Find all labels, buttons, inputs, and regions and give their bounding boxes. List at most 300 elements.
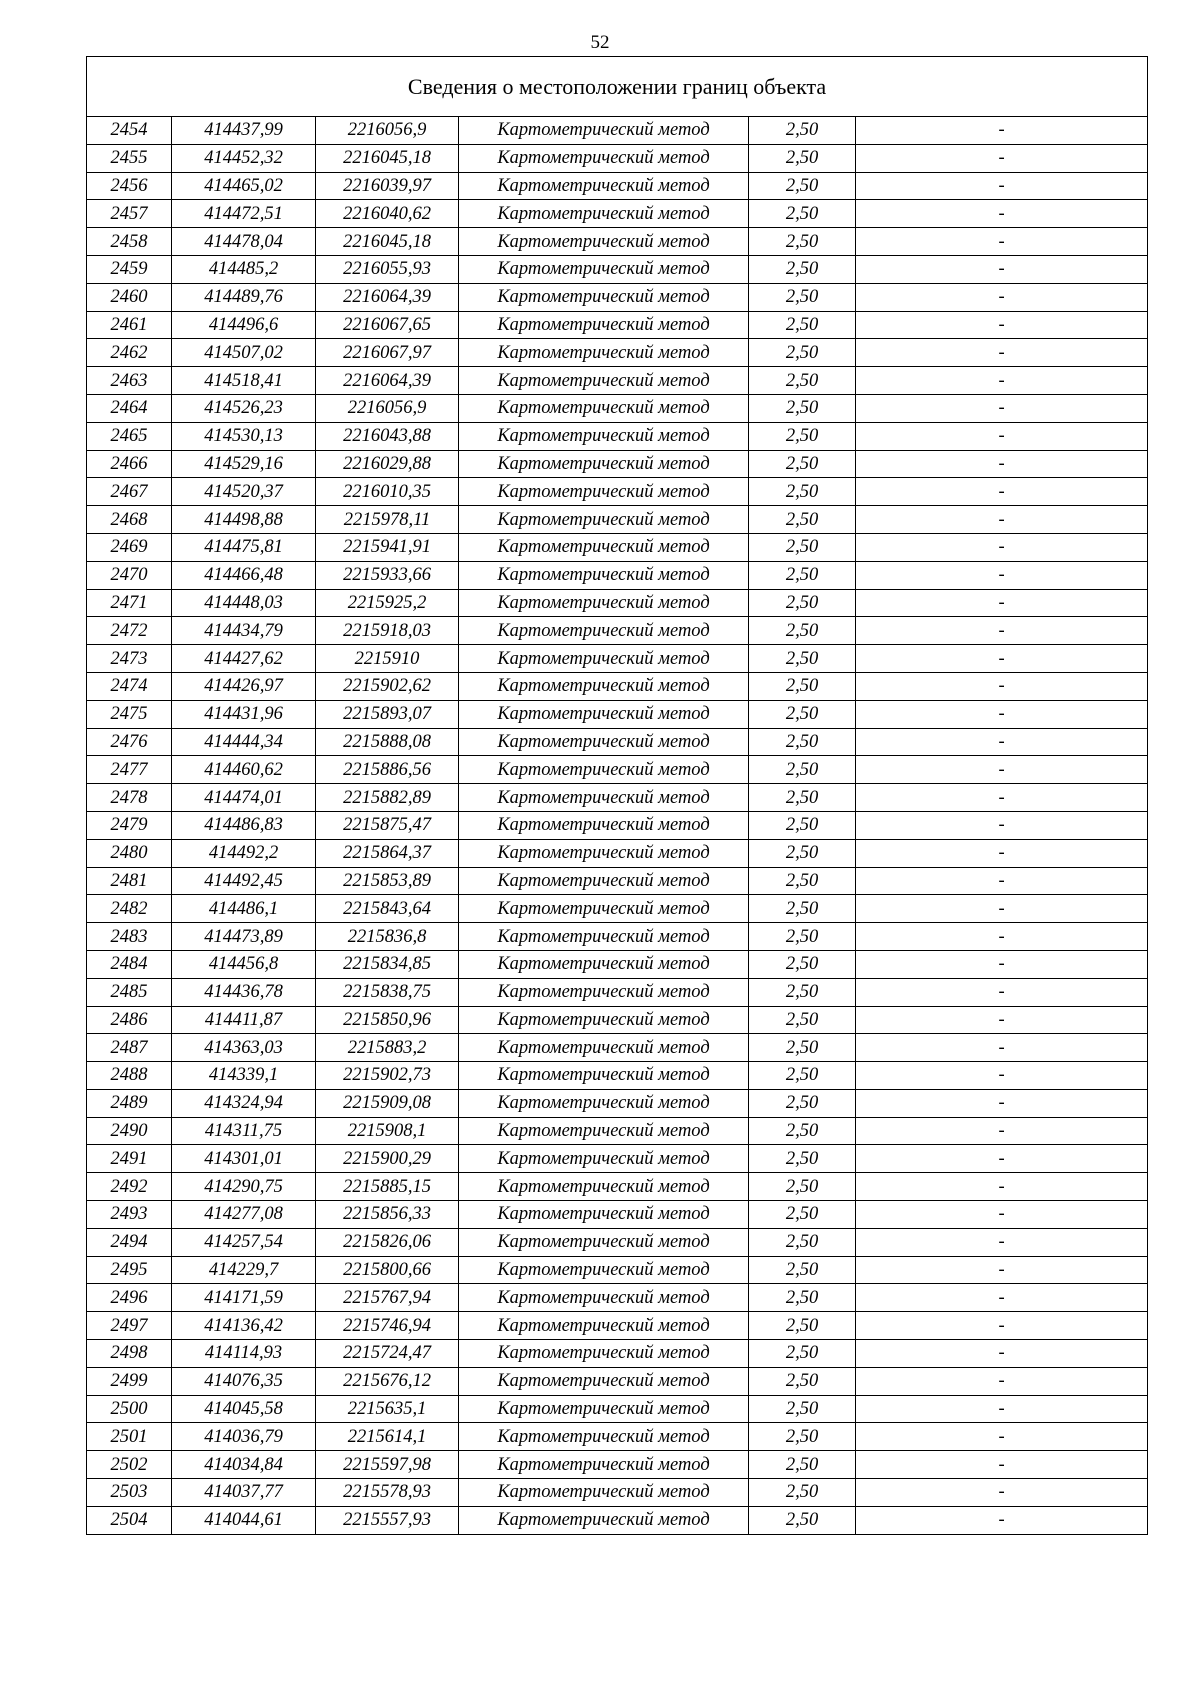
method-cell: Картометрический метод (459, 339, 749, 367)
table-row (87, 1117, 1148, 1145)
x-coordinate-cell: 414489,76 (172, 283, 316, 311)
description-cell: - (856, 228, 1148, 256)
y-coordinate-cell: 2215925,2 (316, 589, 459, 617)
table-row (87, 1340, 1148, 1368)
table-row (87, 1312, 1148, 1340)
x-coordinate-cell: 414436,78 (172, 978, 316, 1006)
point-number-cell: 2489 (87, 1089, 172, 1117)
table-row (87, 589, 1148, 617)
description-cell: - (856, 1479, 1148, 1507)
accuracy-cell: 2,50 (749, 450, 856, 478)
y-coordinate-cell: 2215908,1 (316, 1117, 459, 1145)
accuracy-cell: 2,50 (749, 117, 856, 145)
accuracy-cell: 2,50 (749, 756, 856, 784)
accuracy-cell: 2,50 (749, 1145, 856, 1173)
y-coordinate-cell: 2215578,93 (316, 1479, 459, 1507)
table-row (87, 394, 1148, 422)
y-coordinate-cell: 2215864,37 (316, 839, 459, 867)
y-coordinate-cell: 2216043,88 (316, 422, 459, 450)
point-number-cell: 2503 (87, 1479, 172, 1507)
table-body (87, 57, 1148, 1535)
x-coordinate-cell: 414301,01 (172, 1145, 316, 1173)
y-coordinate-cell: 2215875,47 (316, 811, 459, 839)
accuracy-cell: 2,50 (749, 561, 856, 589)
method-cell: Картометрический метод (459, 200, 749, 228)
table-row (87, 1034, 1148, 1062)
x-coordinate-cell: 414044,61 (172, 1506, 316, 1534)
table-row (87, 255, 1148, 283)
point-number-cell: 2499 (87, 1367, 172, 1395)
point-number-cell: 2456 (87, 172, 172, 200)
point-number-cell: 2460 (87, 283, 172, 311)
x-coordinate-cell: 414478,04 (172, 228, 316, 256)
description-cell: - (856, 1451, 1148, 1479)
x-coordinate-cell: 414036,79 (172, 1423, 316, 1451)
method-cell: Картометрический метод (459, 1256, 749, 1284)
x-coordinate-cell: 414474,01 (172, 784, 316, 812)
description-cell: - (856, 867, 1148, 895)
y-coordinate-cell: 2215893,07 (316, 700, 459, 728)
x-coordinate-cell: 414465,02 (172, 172, 316, 200)
point-number-cell: 2484 (87, 950, 172, 978)
point-number-cell: 2493 (87, 1201, 172, 1229)
point-number-cell: 2504 (87, 1506, 172, 1534)
description-cell: - (856, 784, 1148, 812)
x-coordinate-cell: 414492,2 (172, 839, 316, 867)
description-cell: - (856, 589, 1148, 617)
method-cell: Картометрический метод (459, 1395, 749, 1423)
accuracy-cell: 2,50 (749, 645, 856, 673)
description-cell: - (856, 1423, 1148, 1451)
x-coordinate-cell: 414460,62 (172, 756, 316, 784)
method-cell: Картометрический метод (459, 1228, 749, 1256)
x-coordinate-cell: 414339,1 (172, 1062, 316, 1090)
accuracy-cell: 2,50 (749, 700, 856, 728)
point-number-cell: 2475 (87, 700, 172, 728)
x-coordinate-cell: 414290,75 (172, 1173, 316, 1201)
y-coordinate-cell: 2215918,03 (316, 617, 459, 645)
method-cell: Картометрический метод (459, 506, 749, 534)
table-row (87, 561, 1148, 589)
x-coordinate-cell: 414448,03 (172, 589, 316, 617)
y-coordinate-cell: 2215882,89 (316, 784, 459, 812)
description-cell: - (856, 1117, 1148, 1145)
table-row (87, 339, 1148, 367)
accuracy-cell: 2,50 (749, 1423, 856, 1451)
x-coordinate-cell: 414427,62 (172, 645, 316, 673)
accuracy-cell: 2,50 (749, 1506, 856, 1534)
accuracy-cell: 2,50 (749, 950, 856, 978)
y-coordinate-cell: 2216067,65 (316, 311, 459, 339)
accuracy-cell: 2,50 (749, 1479, 856, 1507)
method-cell: Картометрический метод (459, 895, 749, 923)
x-coordinate-cell: 414452,32 (172, 144, 316, 172)
method-cell: Картометрический метод (459, 1312, 749, 1340)
point-number-cell: 2498 (87, 1340, 172, 1368)
x-coordinate-cell: 414034,84 (172, 1451, 316, 1479)
y-coordinate-cell: 2215838,75 (316, 978, 459, 1006)
method-cell: Картометрический метод (459, 1034, 749, 1062)
description-cell: - (856, 172, 1148, 200)
y-coordinate-cell: 2215614,1 (316, 1423, 459, 1451)
description-cell: - (856, 1340, 1148, 1368)
point-number-cell: 2480 (87, 839, 172, 867)
x-coordinate-cell: 414171,59 (172, 1284, 316, 1312)
method-cell: Картометрический метод (459, 784, 749, 812)
y-coordinate-cell: 2215978,11 (316, 506, 459, 534)
description-cell: - (856, 200, 1148, 228)
accuracy-cell: 2,50 (749, 1256, 856, 1284)
table-row (87, 1506, 1148, 1534)
description-cell: - (856, 311, 1148, 339)
y-coordinate-cell: 2215676,12 (316, 1367, 459, 1395)
table-row (87, 1284, 1148, 1312)
method-cell: Картометрический метод (459, 950, 749, 978)
accuracy-cell: 2,50 (749, 422, 856, 450)
method-cell: Картометрический метод (459, 978, 749, 1006)
method-cell: Картометрический метод (459, 617, 749, 645)
method-cell: Картометрический метод (459, 144, 749, 172)
method-cell: Картометрический метод (459, 1340, 749, 1368)
accuracy-cell: 2,50 (749, 394, 856, 422)
accuracy-cell: 2,50 (749, 172, 856, 200)
x-coordinate-cell: 414473,89 (172, 923, 316, 951)
description-cell: - (856, 756, 1148, 784)
method-cell: Картометрический метод (459, 450, 749, 478)
table-row (87, 1062, 1148, 1090)
accuracy-cell: 2,50 (749, 1284, 856, 1312)
table-row (87, 1256, 1148, 1284)
x-coordinate-cell: 414431,96 (172, 700, 316, 728)
description-cell: - (856, 1228, 1148, 1256)
y-coordinate-cell: 2216055,93 (316, 255, 459, 283)
method-cell: Картометрический метод (459, 117, 749, 145)
table-row (87, 367, 1148, 395)
y-coordinate-cell: 2216045,18 (316, 228, 459, 256)
table-row (87, 811, 1148, 839)
x-coordinate-cell: 414437,99 (172, 117, 316, 145)
table-row (87, 283, 1148, 311)
accuracy-cell: 2,50 (749, 728, 856, 756)
accuracy-cell: 2,50 (749, 144, 856, 172)
x-coordinate-cell: 414045,58 (172, 1395, 316, 1423)
accuracy-cell: 2,50 (749, 1089, 856, 1117)
x-coordinate-cell: 414507,02 (172, 339, 316, 367)
point-number-cell: 2486 (87, 1006, 172, 1034)
method-cell: Картометрический метод (459, 867, 749, 895)
y-coordinate-cell: 2216056,9 (316, 394, 459, 422)
page-number: 52 (590, 32, 610, 53)
table-row (87, 1479, 1148, 1507)
table-row (87, 311, 1148, 339)
y-coordinate-cell: 2215843,64 (316, 895, 459, 923)
accuracy-cell: 2,50 (749, 1312, 856, 1340)
method-cell: Картометрический метод (459, 1423, 749, 1451)
table-row (87, 506, 1148, 534)
y-coordinate-cell: 2216039,97 (316, 172, 459, 200)
x-coordinate-cell: 414311,75 (172, 1117, 316, 1145)
point-number-cell: 2487 (87, 1034, 172, 1062)
method-cell: Картометрический метод (459, 311, 749, 339)
description-cell: - (856, 1034, 1148, 1062)
x-coordinate-cell: 414411,87 (172, 1006, 316, 1034)
accuracy-cell: 2,50 (749, 1451, 856, 1479)
accuracy-cell: 2,50 (749, 617, 856, 645)
table-row (87, 867, 1148, 895)
accuracy-cell: 2,50 (749, 1006, 856, 1034)
accuracy-cell: 2,50 (749, 839, 856, 867)
x-coordinate-cell: 414485,2 (172, 255, 316, 283)
accuracy-cell: 2,50 (749, 311, 856, 339)
point-number-cell: 2488 (87, 1062, 172, 1090)
point-number-cell: 2496 (87, 1284, 172, 1312)
accuracy-cell: 2,50 (749, 867, 856, 895)
method-cell: Картометрический метод (459, 589, 749, 617)
accuracy-cell: 2,50 (749, 1340, 856, 1368)
point-number-cell: 2464 (87, 394, 172, 422)
accuracy-cell: 2,50 (749, 1034, 856, 1062)
accuracy-cell: 2,50 (749, 895, 856, 923)
description-cell: - (856, 728, 1148, 756)
y-coordinate-cell: 2215902,73 (316, 1062, 459, 1090)
accuracy-cell: 2,50 (749, 228, 856, 256)
method-cell: Картометрический метод (459, 367, 749, 395)
point-number-cell: 2471 (87, 589, 172, 617)
method-cell: Картометрический метод (459, 645, 749, 673)
x-coordinate-cell: 414037,77 (172, 1479, 316, 1507)
y-coordinate-cell: 2215885,15 (316, 1173, 459, 1201)
table-row (87, 1395, 1148, 1423)
description-cell: - (856, 839, 1148, 867)
accuracy-cell: 2,50 (749, 1395, 856, 1423)
method-cell: Картометрический метод (459, 1006, 749, 1034)
method-cell: Картометрический метод (459, 1089, 749, 1117)
table-row (87, 784, 1148, 812)
x-coordinate-cell: 414444,34 (172, 728, 316, 756)
table-row (87, 895, 1148, 923)
point-number-cell: 2479 (87, 811, 172, 839)
table-row (87, 950, 1148, 978)
description-cell: - (856, 1145, 1148, 1173)
method-cell: Картометрический метод (459, 839, 749, 867)
table-row (87, 1423, 1148, 1451)
table-row (87, 533, 1148, 561)
description-cell: - (856, 255, 1148, 283)
accuracy-cell: 2,50 (749, 283, 856, 311)
y-coordinate-cell: 2215800,66 (316, 1256, 459, 1284)
accuracy-cell: 2,50 (749, 506, 856, 534)
x-coordinate-cell: 414486,1 (172, 895, 316, 923)
accuracy-cell: 2,50 (749, 784, 856, 812)
y-coordinate-cell: 2215597,98 (316, 1451, 459, 1479)
method-cell: Картометрический метод (459, 1062, 749, 1090)
table-row (87, 172, 1148, 200)
description-cell: - (856, 1006, 1148, 1034)
point-number-cell: 2465 (87, 422, 172, 450)
method-cell: Картометрический метод (459, 1506, 749, 1534)
point-number-cell: 2458 (87, 228, 172, 256)
description-cell: - (856, 450, 1148, 478)
y-coordinate-cell: 2215850,96 (316, 1006, 459, 1034)
point-number-cell: 2466 (87, 450, 172, 478)
y-coordinate-cell: 2215836,8 (316, 923, 459, 951)
table-row (87, 756, 1148, 784)
description-cell: - (856, 117, 1148, 145)
x-coordinate-cell: 414434,79 (172, 617, 316, 645)
point-number-cell: 2490 (87, 1117, 172, 1145)
x-coordinate-cell: 414257,54 (172, 1228, 316, 1256)
accuracy-cell: 2,50 (749, 478, 856, 506)
table-row (87, 1145, 1148, 1173)
x-coordinate-cell: 414520,37 (172, 478, 316, 506)
point-number-cell: 2492 (87, 1173, 172, 1201)
point-number-cell: 2474 (87, 672, 172, 700)
description-cell: - (856, 1367, 1148, 1395)
x-coordinate-cell: 414456,8 (172, 950, 316, 978)
description-cell: - (856, 283, 1148, 311)
x-coordinate-cell: 414426,97 (172, 672, 316, 700)
x-coordinate-cell: 414136,42 (172, 1312, 316, 1340)
point-number-cell: 2467 (87, 478, 172, 506)
y-coordinate-cell: 2215910 (316, 645, 459, 673)
y-coordinate-cell: 2215853,89 (316, 867, 459, 895)
method-cell: Картометрический метод (459, 533, 749, 561)
boundary-table (86, 56, 1148, 1535)
description-cell: - (856, 478, 1148, 506)
y-coordinate-cell: 2216067,97 (316, 339, 459, 367)
y-coordinate-cell: 2215557,93 (316, 1506, 459, 1534)
description-cell: - (856, 422, 1148, 450)
table-row (87, 1201, 1148, 1229)
description-cell: - (856, 394, 1148, 422)
y-coordinate-cell: 2215909,08 (316, 1089, 459, 1117)
table-row (87, 923, 1148, 951)
y-coordinate-cell: 2215856,33 (316, 1201, 459, 1229)
x-coordinate-cell: 414496,6 (172, 311, 316, 339)
method-cell: Картометрический метод (459, 756, 749, 784)
point-number-cell: 2454 (87, 117, 172, 145)
point-number-cell: 2481 (87, 867, 172, 895)
point-number-cell: 2494 (87, 1228, 172, 1256)
y-coordinate-cell: 2216010,35 (316, 478, 459, 506)
description-cell: - (856, 617, 1148, 645)
description-cell: - (856, 1256, 1148, 1284)
point-number-cell: 2500 (87, 1395, 172, 1423)
point-number-cell: 2482 (87, 895, 172, 923)
accuracy-cell: 2,50 (749, 533, 856, 561)
method-cell: Картометрический метод (459, 728, 749, 756)
y-coordinate-cell: 2215883,2 (316, 1034, 459, 1062)
description-cell: - (856, 144, 1148, 172)
point-number-cell: 2478 (87, 784, 172, 812)
accuracy-cell: 2,50 (749, 1367, 856, 1395)
y-coordinate-cell: 2215767,94 (316, 1284, 459, 1312)
description-cell: - (856, 645, 1148, 673)
y-coordinate-cell: 2215724,47 (316, 1340, 459, 1368)
method-cell: Картометрический метод (459, 172, 749, 200)
point-number-cell: 2483 (87, 923, 172, 951)
method-cell: Картометрический метод (459, 1201, 749, 1229)
method-cell: Картометрический метод (459, 1479, 749, 1507)
accuracy-cell: 2,50 (749, 811, 856, 839)
accuracy-cell: 2,50 (749, 589, 856, 617)
point-number-cell: 2459 (87, 255, 172, 283)
accuracy-cell: 2,50 (749, 978, 856, 1006)
table-row (87, 672, 1148, 700)
table-row (87, 228, 1148, 256)
description-cell: - (856, 1506, 1148, 1534)
method-cell: Картометрический метод (459, 1173, 749, 1201)
table-title: Сведения о местоположении границ объекта (87, 57, 1148, 117)
accuracy-cell: 2,50 (749, 367, 856, 395)
x-coordinate-cell: 414277,08 (172, 1201, 316, 1229)
description-cell: - (856, 367, 1148, 395)
table-row (87, 1173, 1148, 1201)
point-number-cell: 2463 (87, 367, 172, 395)
table-row (87, 478, 1148, 506)
y-coordinate-cell: 2216064,39 (316, 367, 459, 395)
description-cell: - (856, 811, 1148, 839)
x-coordinate-cell: 414324,94 (172, 1089, 316, 1117)
description-cell: - (856, 700, 1148, 728)
description-cell: - (856, 533, 1148, 561)
accuracy-cell: 2,50 (749, 1173, 856, 1201)
x-coordinate-cell: 414526,23 (172, 394, 316, 422)
point-number-cell: 2462 (87, 339, 172, 367)
point-number-cell: 2472 (87, 617, 172, 645)
table-row (87, 422, 1148, 450)
accuracy-cell: 2,50 (749, 1228, 856, 1256)
table-row (87, 700, 1148, 728)
table-row (87, 450, 1148, 478)
point-number-cell: 2455 (87, 144, 172, 172)
y-coordinate-cell: 2215834,85 (316, 950, 459, 978)
point-number-cell: 2457 (87, 200, 172, 228)
y-coordinate-cell: 2215941,91 (316, 533, 459, 561)
method-cell: Картометрический метод (459, 923, 749, 951)
accuracy-cell: 2,50 (749, 1117, 856, 1145)
description-cell: - (856, 895, 1148, 923)
description-cell: - (856, 950, 1148, 978)
method-cell: Картометрический метод (459, 478, 749, 506)
y-coordinate-cell: 2215902,62 (316, 672, 459, 700)
x-coordinate-cell: 414498,88 (172, 506, 316, 534)
method-cell: Картометрический метод (459, 1451, 749, 1479)
table-row (87, 200, 1148, 228)
x-coordinate-cell: 414363,03 (172, 1034, 316, 1062)
table-row (87, 617, 1148, 645)
point-number-cell: 2491 (87, 1145, 172, 1173)
method-cell: Картометрический метод (459, 672, 749, 700)
table-row (87, 144, 1148, 172)
description-cell: - (856, 978, 1148, 1006)
method-cell: Картометрический метод (459, 561, 749, 589)
table-row (87, 728, 1148, 756)
table-row (87, 645, 1148, 673)
y-coordinate-cell: 2215886,56 (316, 756, 459, 784)
point-number-cell: 2476 (87, 728, 172, 756)
point-number-cell: 2468 (87, 506, 172, 534)
table-row (87, 117, 1148, 145)
point-number-cell: 2502 (87, 1451, 172, 1479)
y-coordinate-cell: 2216045,18 (316, 144, 459, 172)
x-coordinate-cell: 414229,7 (172, 1256, 316, 1284)
method-cell: Картометрический метод (459, 1367, 749, 1395)
y-coordinate-cell: 2215746,94 (316, 1312, 459, 1340)
description-cell: - (856, 672, 1148, 700)
description-cell: - (856, 1395, 1148, 1423)
point-number-cell: 2469 (87, 533, 172, 561)
